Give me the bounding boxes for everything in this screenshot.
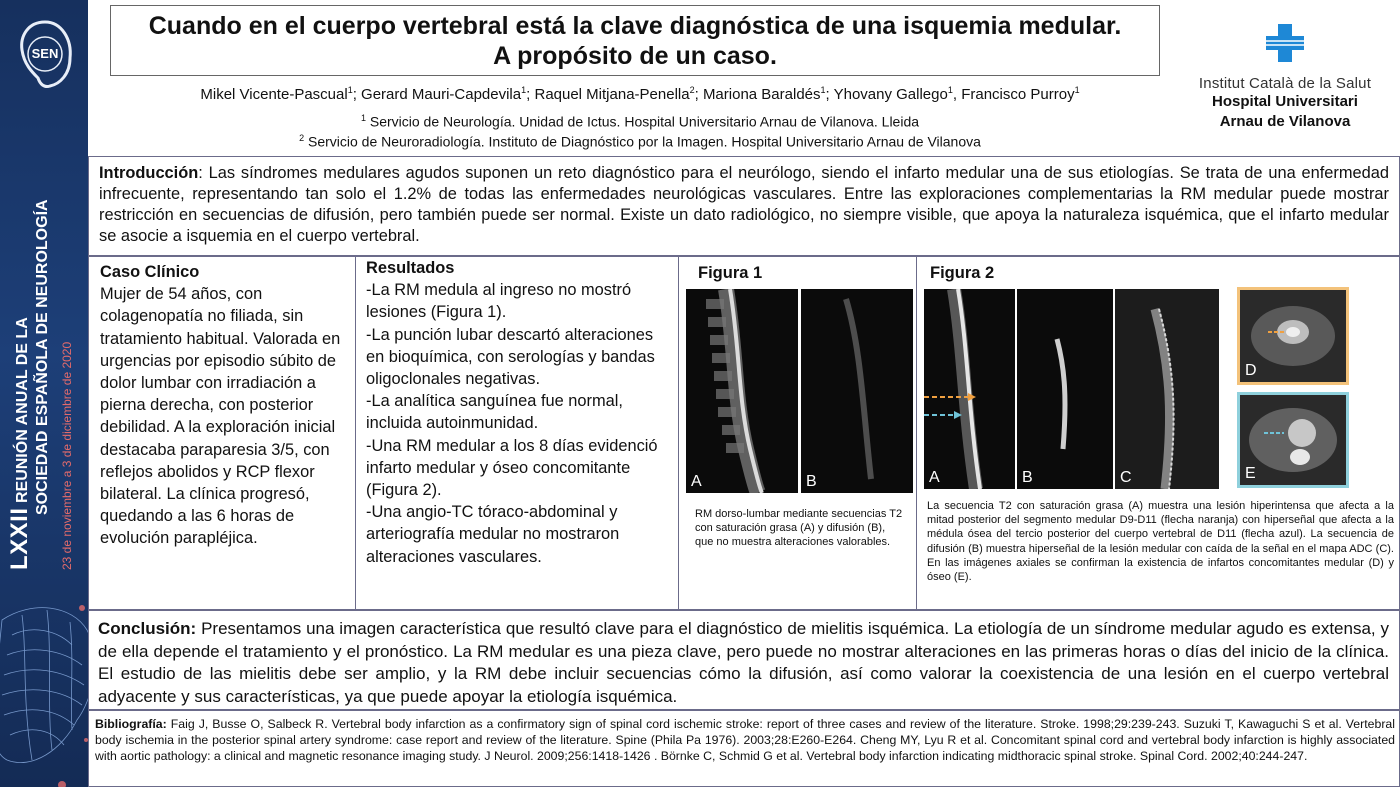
affiliation-1-number: 1: [360, 113, 366, 123]
institution-block: [1180, 22, 1390, 132]
affiliation-2-text: Servicio de Neuroradiología. Instituto de Diagnóstico por la Imagen. Hospital Universitario Arnau de Vilanova: [308, 133, 981, 150]
affiliation-1-text: Servicio de Neurología. Unidad de Ictus. Hospital Universitario Arnau de Vilanova. Lleida: [369, 113, 920, 130]
figure-1-label: Figura 1: [698, 264, 763, 282]
author-separator: ,: [952, 86, 962, 103]
conclusion-text: Presentamos una imagen característica que resultó clave para el diagnóstico de mielitis isquémica. La etiología de un síndrome medular agudo es extensa, y de ella depende el tratamiento y el pronóstico. La RM medular es una pieza clave, pero puede no mostrar alteraciones en las primeras horas o días del inicio de la clínica. El estudio de las mielitis debe ser amplio, y la RM debe incluir secuencias cómo la difusión, así como valorar la coexistencia de una lesión en el cuerpo vertebral adyacente y sus características, ya que puede apoyar la etiología isquémica.: [98, 619, 1389, 706]
results-item: -La analítica sanguínea fue normal, incluida autoinmunidad.: [366, 392, 623, 433]
author-affiliation-number: 1: [347, 85, 353, 95]
author-name: Francisco Purroy: [961, 86, 1075, 103]
sen-logo-text: SEN: [31, 46, 59, 61]
author-affiliation-number: 1: [521, 85, 527, 95]
sen-logo: [14, 18, 76, 90]
ics-cross-logo: [1264, 22, 1306, 64]
bibliography-heading: Bibliografía:: [95, 717, 167, 731]
author-separator: ;: [825, 86, 834, 103]
results-item: -La RM medula al ingreso no mostró lesiones (Figura 1).: [366, 281, 632, 322]
case-heading: Caso Clínico: [100, 263, 200, 281]
side-banner: [0, 0, 88, 787]
intro-section: [88, 156, 1400, 256]
author-name: Yhovany Gallego: [833, 86, 948, 103]
meeting-title: [6, 199, 52, 570]
author-name: Mikel Vicente-Pascual: [200, 86, 348, 103]
author-name: Gerard Mauri-Capdevila: [361, 86, 522, 103]
figure-2c-image: [1115, 289, 1219, 489]
results-item: -La punción lubar descartó alteraciones en bioquímica, con serologías y bandas oligoclonales negativas.: [366, 325, 655, 389]
affiliation-2-number: 2: [299, 133, 305, 143]
author-name: Raquel Mitjana-Penella: [534, 86, 690, 103]
meeting-line2: SOCIEDAD ESPAÑOLA DE NEUROLOGÍA: [34, 199, 51, 515]
figure-1b-image: [801, 289, 913, 493]
results-heading: Resultados: [366, 259, 455, 277]
conclusion-heading: Conclusión:: [98, 619, 197, 638]
affiliation-2: [110, 133, 1170, 150]
author-name: Mariona Baraldés: [702, 86, 821, 103]
hospital-name-1: Hospital Universitari: [1212, 93, 1358, 110]
author-separator: ;: [526, 86, 535, 103]
author-affiliation-number: 1: [1074, 85, 1080, 95]
figure-2-panel-d: D: [1245, 362, 1257, 379]
intro-heading: Introducción: [99, 164, 199, 182]
institution-name: Institut Català de la Salut: [1198, 75, 1372, 92]
figure-1-panel-b: B: [806, 473, 817, 490]
meeting-roman: LXXII: [6, 507, 33, 570]
figure-2b-image: [1017, 289, 1113, 489]
bibliography-text: Faig J, Busse O, Salbeck R. Vertebral body infarction as a confirmatory sign of spinal cord ischemic stroke: report of three cases and review of the literature. Stroke. 1998;29:239-243. Suzuki T, Kawaguchi S et al. Vertebral body ischemia in the posterior spinal artery syndrome: case report and review of the literature. Spine (Phila Pa 1976). 2003;28:E260-E264. Cheng MY, Lyu R et al. Concomitant spinal cord and vertebral body infarction is highly associated with aortic pathology: a clinical and magnetic resonance imaging study. J Neurol. 2009;256:1418-1426 . Börnke C, Schmid G et al. Vertebral body infarction indicating midthoracic spinal stroke. Spinal Cord. 2002;40:244-247.: [95, 717, 1395, 763]
author-affiliation-number: 1: [947, 85, 953, 95]
middle-section: [88, 256, 1400, 610]
figure-2-panel-b: B: [1022, 469, 1033, 486]
figure-2-label: Figura 2: [930, 264, 995, 282]
intro-text: : Las síndromes medulares agudos suponen un reto diagnóstico para el neurólogo, siendo el infarto medular una de sus etiologías. Se trata de una enfermedad infrecuente, representando tan solo el 1.2% de todas las enfermedades neurológicas vasculares. Entre las exploraciones complementarias la RM medular puede mostrar restricción en secuencias de difusión, pero también puede ser normal. Existe un dato radiológico, no siempre visible, que apoya la naturaleza isquémica, que el infarto medular se asocie a isquemia en el cuerpo vertebral.: [99, 164, 1389, 245]
title-line-2: A propósito de un caso.: [493, 42, 777, 70]
author-affiliation-number: 2: [689, 85, 695, 95]
figure-2-column: [917, 257, 1400, 609]
case-column: [89, 257, 356, 609]
meeting-dates: 23 de noviembre a 3 de diciembre de 2020: [60, 341, 74, 570]
figure-1a-image: [686, 289, 798, 493]
figure-1-column: [679, 257, 917, 609]
figure-2-panel-e: E: [1245, 465, 1256, 482]
figure-1-panel-a: A: [691, 473, 702, 490]
affiliation-1: [110, 113, 1170, 130]
authors-line: [110, 85, 1170, 103]
hospital-name-2: Arnau de Vilanova: [1219, 113, 1351, 130]
results-item: -Una angio-TC tóraco-abdominal y arteriografía medular no mostraron alteraciones vasculares.: [366, 503, 620, 566]
bibliography-section: [88, 710, 1400, 787]
results-column: [356, 257, 679, 609]
figure-2-panel-c: C: [1120, 469, 1132, 486]
title-line-1: Cuando en el cuerpo vertebral está la clave diagnóstica de una isquemia medular.: [148, 12, 1122, 40]
figure-2-caption: La secuencia T2 con saturación grasa (A) muestra una lesión hiperintensa que afecta a la mitad posterior del segmento medular D9-D11 (flecha naranja) con hiperseñal que afecta a la médula ósea del tercio posterior del cuerpo vertebral de D11 (flecha azul). La secuencia de difusión (B) muestra hiperseñal de la lesión medular con caída de la señal en el mapa ADC (C). En las imágenes axiales se confirman la existencia de infartos concomitantes medular (D) y óseo (E).: [927, 500, 1394, 584]
conclusion-section: [88, 610, 1400, 710]
author-separator: ;: [352, 86, 362, 103]
author-affiliation-number: 1: [820, 85, 826, 95]
author-separator: ;: [694, 86, 703, 103]
figure-2-panel-a: A: [929, 469, 940, 486]
results-item: -Una RM medular a los 8 días evidenció infarto medular y óseo concomitante (Figura 2).: [366, 436, 658, 500]
poster-title: [110, 5, 1160, 76]
figure-2e-image: [1237, 392, 1349, 488]
brain-illustration: [0, 600, 88, 787]
meeting-line1: REUNIÓN ANUAL DE LA: [14, 317, 31, 504]
figure-2d-image: [1237, 287, 1349, 385]
case-text: Mujer de 54 años, con colagenopatía no filiada, sin tratamiento habitual. Valorada en urgencias por episodio súbito de dolor lumbar con irradiación a pierna derecha, con posterior debilidad. A la exploración inicial destacaba paraparesia 3/5, con reflejos abolidos y RCP flexor bilateral. La clínica progresó, quedando a las 6 horas de evolución parapléjica.: [100, 285, 341, 548]
figure-2a-image: [924, 289, 1015, 489]
figure-1-caption: RM dorso-lumbar mediante secuencias T2 con saturación grasa (A) y difusión (B), que no muestra alteraciones valorables.: [695, 508, 903, 548]
